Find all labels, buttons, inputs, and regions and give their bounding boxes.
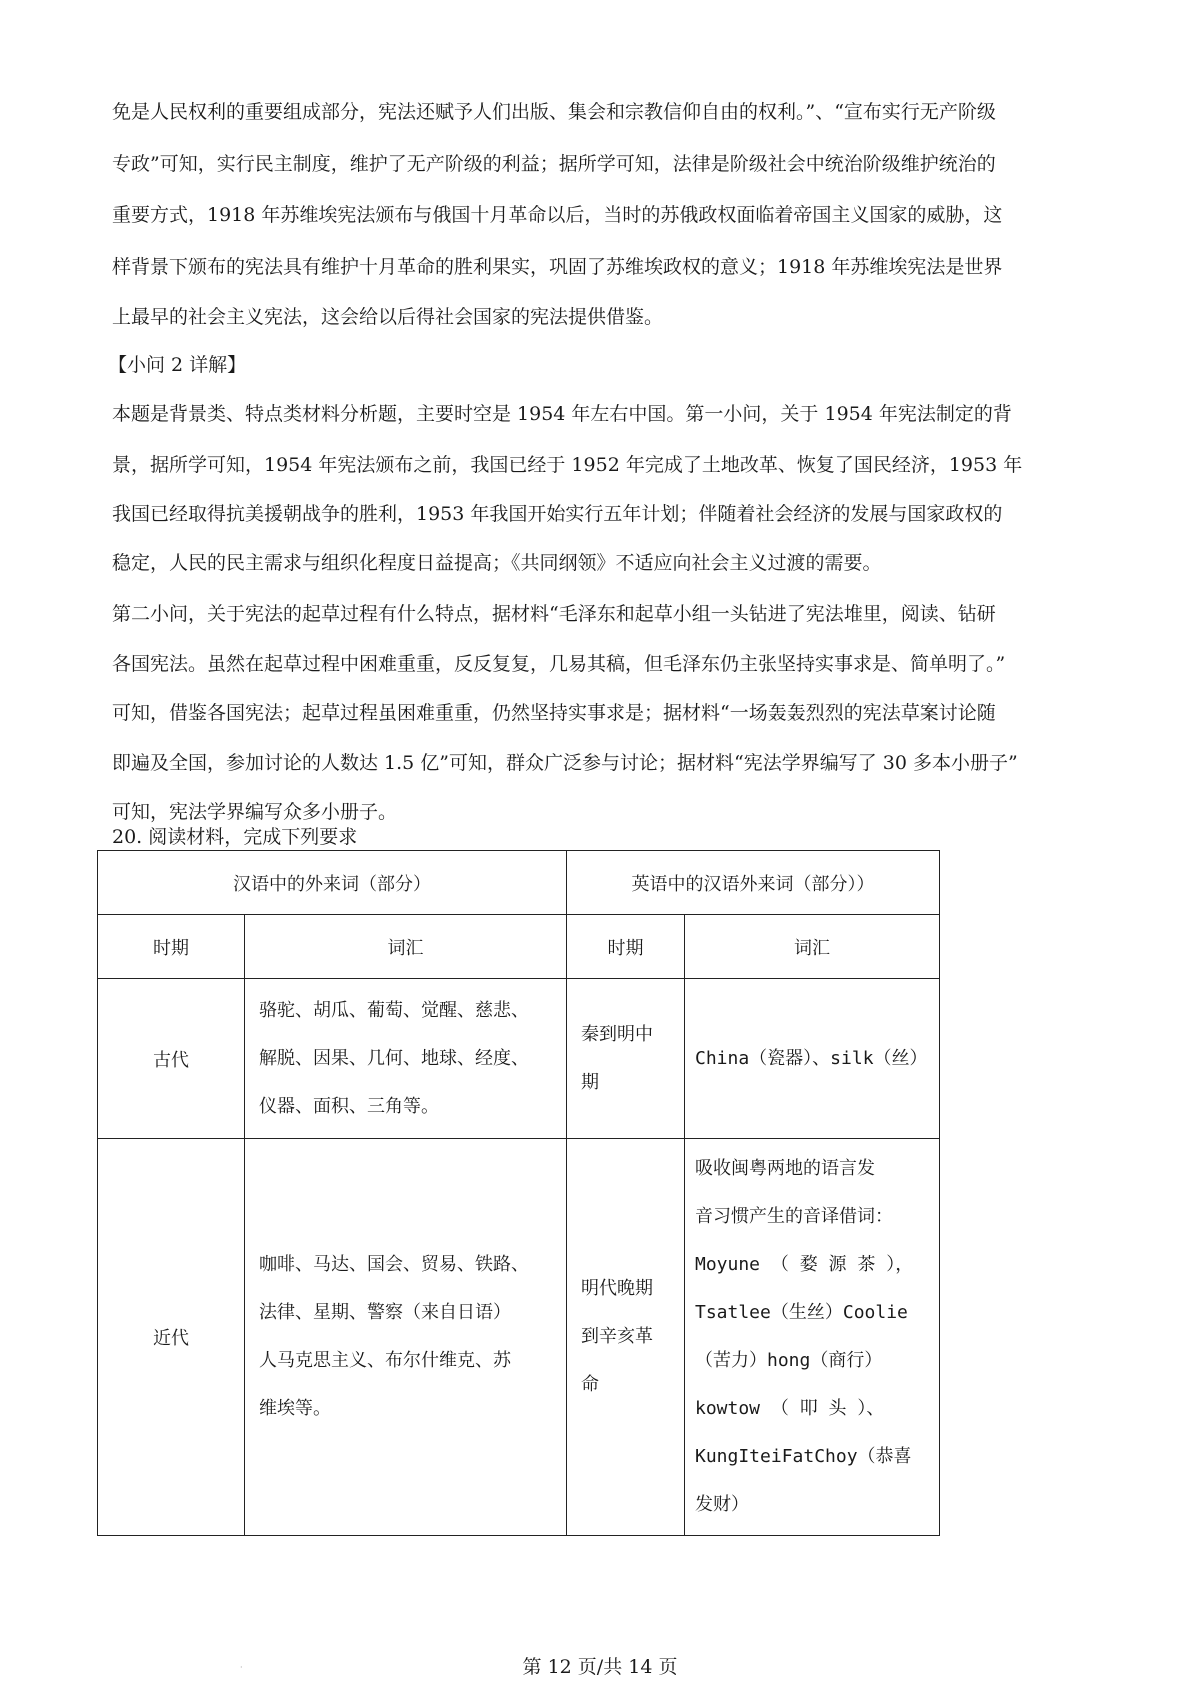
question-heading: 20. 阅读材料，完成下列要求	[112, 826, 358, 848]
words-line: China（瓷器）、silk（丝）	[695, 1047, 928, 1069]
words-line: 发财）	[695, 1494, 749, 1515]
words-line: 仪器、面积、三角等。	[259, 1095, 439, 1117]
period-cell	[567, 1139, 685, 1536]
text-line: 各国宪法。虽然在起草过程中困难重重，反反复复，几易其稿，但毛泽东仍主张坚持实事求是、简单明了。”	[112, 653, 1006, 675]
text-line: 重要方式，1918 年苏维埃宪法颁布与俄国十月革命以后，当时的苏俄政权面临着帝国主义国家的威胁，这	[112, 204, 1003, 226]
text-line: 稳定，人民的民主需求与组织化程度日益提高；《共同纲领》不适应向社会主义过渡的需要。	[112, 552, 882, 574]
words-line: Tsatlee（生丝）Coolie	[695, 1302, 908, 1323]
page-number-footer: 第 12 页/共 14 页	[522, 1656, 678, 1678]
table-row	[98, 979, 940, 1139]
col-header-period: 时期	[567, 915, 685, 979]
period-cell	[567, 979, 685, 1139]
col-header-words: 词汇	[245, 915, 567, 979]
period-line: 明代晚期	[581, 1278, 653, 1299]
words-line: 吸收闽粤两地的语言发	[695, 1158, 875, 1179]
period-cell: 古代	[98, 979, 245, 1139]
words-line: Moyune （ 婺 源 茶 ），	[695, 1254, 914, 1275]
words-line: 人马克思主义、布尔什维克、苏	[259, 1350, 511, 1371]
period-line: 秦到明中	[581, 1023, 653, 1045]
words-line: kowtow （ 叩 头 ）、	[695, 1398, 885, 1419]
words-line: 法律、星期、警察（来自日语）	[259, 1302, 511, 1323]
text-line: 本题是背景类、特点类材料分析题，主要时空是 1954 年左右中国。第一小问，关于 1954 年宪法制定的背	[112, 403, 1012, 425]
text-line: 景，据所学可知，1954 年宪法颁布之前，我国已经于 1952 年完成了土地改革、恢复了国民经济，1953 年	[112, 454, 1023, 476]
text-line: 免是人民权利的重要组成部分，宪法还赋予人们出版、集会和宗教信仰自由的权利。”、“宣布实行无产阶级	[112, 101, 996, 123]
col-header-period: 时期	[98, 915, 245, 979]
table-header-row	[98, 851, 940, 915]
text-line: 专政”可知，实行民主制度，维护了无产阶级的利益；据所学可知，法律是阶级社会中统治阶级维护统治的	[112, 153, 996, 175]
period-cell: 近代	[98, 1139, 245, 1536]
words-line: 维埃等。	[259, 1398, 331, 1419]
words-cell	[685, 979, 940, 1139]
words-cell	[245, 1139, 567, 1536]
text-line: 样背景下颁布的宪法具有维护十月革命的胜利果实，巩固了苏维埃政权的意义；1918 年苏维埃宪法是世界	[112, 256, 1003, 278]
text-line: 可知，宪法学界编写众多小册子。	[112, 801, 398, 823]
text-line: 上最早的社会主义宪法，这会给以后得社会国家的宪法提供借鉴。	[112, 306, 664, 328]
sub-question-heading: 【小问 2 详解】	[108, 354, 247, 376]
text-line: 第二小问，关于宪法的起草过程有什么特点，据材料“毛泽东和起草小组一头钻进了宪法堆里，阅读、钻研	[112, 603, 996, 625]
words-line: 音习惯产生的音译借词：	[695, 1206, 893, 1227]
period-line: 到辛亥革	[581, 1326, 653, 1347]
words-line: 骆驼、胡瓜、葡萄、觉醒、慈悲、	[259, 999, 529, 1021]
table-subheader-row	[98, 915, 940, 979]
words-cell	[245, 979, 567, 1139]
stray-mark: ·	[240, 1663, 243, 1672]
words-cell	[685, 1139, 940, 1536]
words-line: KungIteiFatChoy（恭喜	[695, 1446, 912, 1467]
text-line: 即遍及全国，参加讨论的人数达 1.5 亿”可知，群众广泛参与讨论；据材料“宪法学界编写了 30 多本小册子”	[112, 752, 1018, 774]
text-line: 我国已经取得抗美援朝战争的胜利，1953 年我国开始实行五年计划；伴随着社会经济的发展与国家政权的	[112, 503, 1003, 525]
text-line: 可知，借鉴各国宪法；起草过程虽困难重重，仍然坚持实事求是；据材料“一场轰轰烈烈的宪法草案讨论随	[112, 702, 996, 724]
table-row	[98, 1139, 940, 1536]
group-header-english-loanwords: 英语中的汉语外来词（部分））	[567, 851, 940, 915]
period-line: 期	[581, 1071, 599, 1093]
loanword-table	[97, 850, 940, 1536]
group-header-chinese-loanwords: 汉语中的外来词（部分）	[98, 851, 567, 915]
period-line: 命	[581, 1374, 599, 1395]
words-line: 咖啡、马达、国会、贸易、铁路、	[259, 1254, 529, 1275]
col-header-words: 词汇	[685, 915, 940, 979]
words-line: 解脱、因果、几何、地球、经度、	[259, 1047, 529, 1069]
words-line: （苦力）hong（商行）	[695, 1350, 883, 1371]
